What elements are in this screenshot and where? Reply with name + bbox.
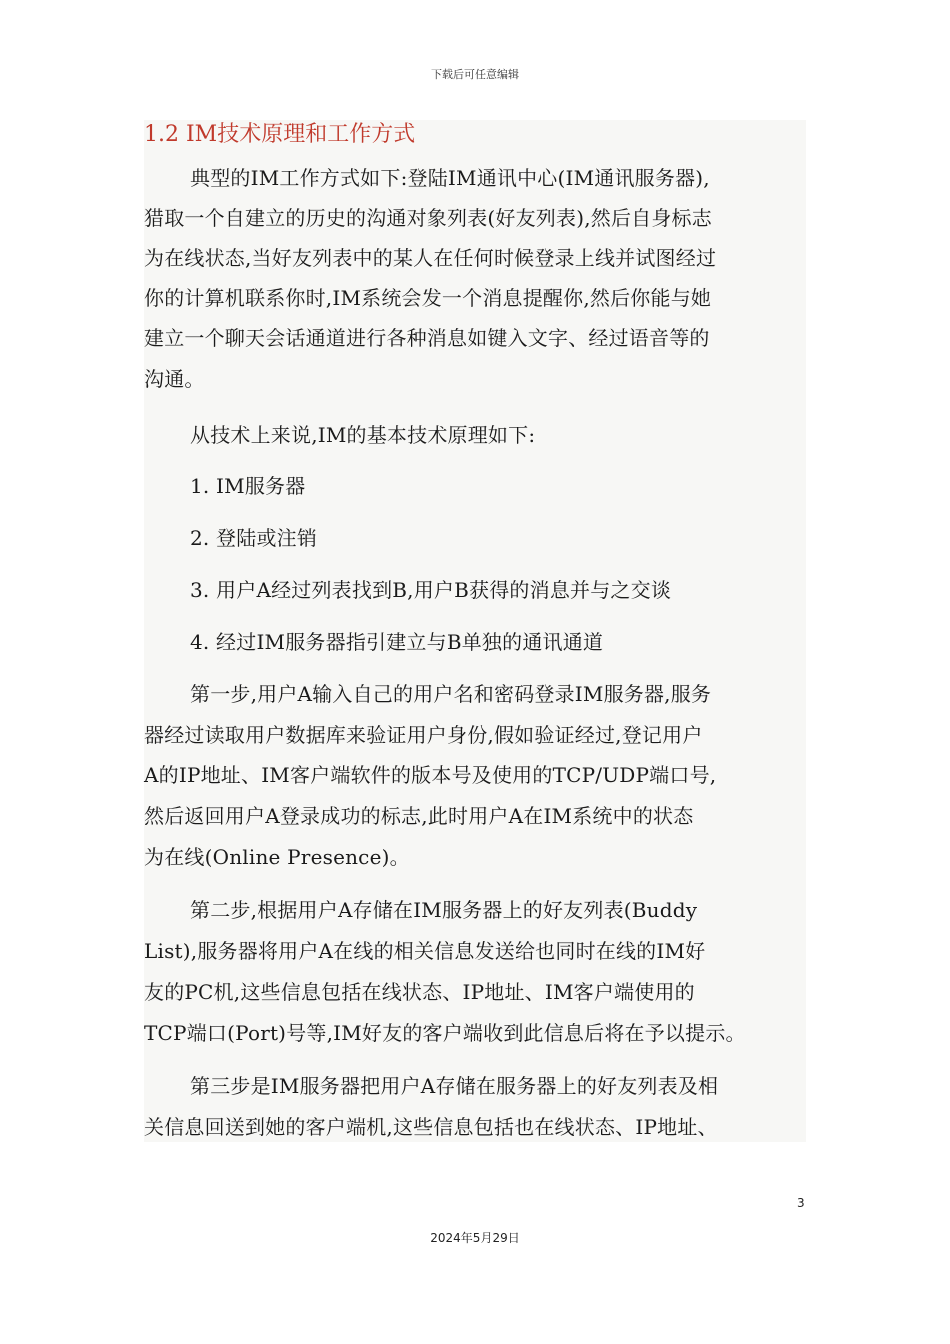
paragraph-line: 建立一个聊天会话通道进行各种消息如键入文字、经过语音等的	[144, 326, 710, 350]
paragraph-line: 猎取一个自建立的历史的沟通对象列表(好友列表),然后自身标志	[144, 206, 712, 230]
list-item: 4. 经过IM服务器指引建立与B单独的通讯通道	[190, 630, 604, 654]
page-number: 3	[797, 1196, 805, 1210]
section-title: 1.2 IM技术原理和工作方式	[144, 122, 416, 147]
paragraph-line: 你的计算机联系你时,IM系统会发一个消息提醒你,然后你能与她	[144, 286, 712, 310]
paragraph-line: 第二步,根据用户A存储在IM服务器上的好友列表(Buddy	[190, 898, 698, 922]
paragraph-line: 从技术上来说,IM的基本技术原理如下:	[190, 423, 536, 447]
list-item: 2. 登陆或注销	[190, 526, 318, 550]
paragraph-line: 然后返回用户A登录成功的标志,此时用户A在IM系统中的状态	[144, 804, 694, 828]
list-item: 1. IM服务器	[190, 474, 306, 498]
paragraph-line: 友的PC机,这些信息包括在线状态、IP地址、IM客户端使用的	[144, 980, 695, 1004]
paragraph-line: 器经过读取用户数据库来验证用户身份,假如验证经过,登记用户	[144, 723, 703, 747]
paragraph-line: A的IP地址、IM客户端软件的版本号及使用的TCP/UDP端口号,	[144, 763, 717, 787]
paragraph-line: 为在线状态,当好友列表中的某人在任何时候登录上线并试图经过	[144, 246, 717, 270]
list-item: 3. 用户A经过列表找到B,用户B获得的消息并与之交谈	[190, 578, 672, 602]
paragraph-line: TCP端口(Port)号等,IM好友的客户端收到此信息后将在予以提示。	[144, 1021, 746, 1045]
paragraph-line: 关信息回送到她的客户端机,这些信息包括也在线状态、IP地址、	[144, 1115, 718, 1139]
footer-date: 2024年5月29日	[430, 1231, 520, 1245]
paragraph-line: 沟通。	[144, 367, 205, 391]
paragraph-line: 第三步是IM服务器把用户A存储在服务器上的好友列表及相	[190, 1074, 719, 1098]
page-header: 下载后可任意编辑	[431, 68, 519, 81]
paragraph-line: 第一步,用户A输入自己的用户名和密码登录IM服务器,服务	[190, 682, 712, 706]
paragraph-line: 典型的IM工作方式如下:登陆IM通讯中心(IM通讯服务器),	[190, 166, 710, 190]
paragraph-line: 为在线(Online Presence)。	[144, 845, 410, 869]
paragraph-line: List),服务器将用户A在线的相关信息发送给也同时在线的IM好	[144, 939, 706, 963]
document-body	[144, 120, 806, 1142]
